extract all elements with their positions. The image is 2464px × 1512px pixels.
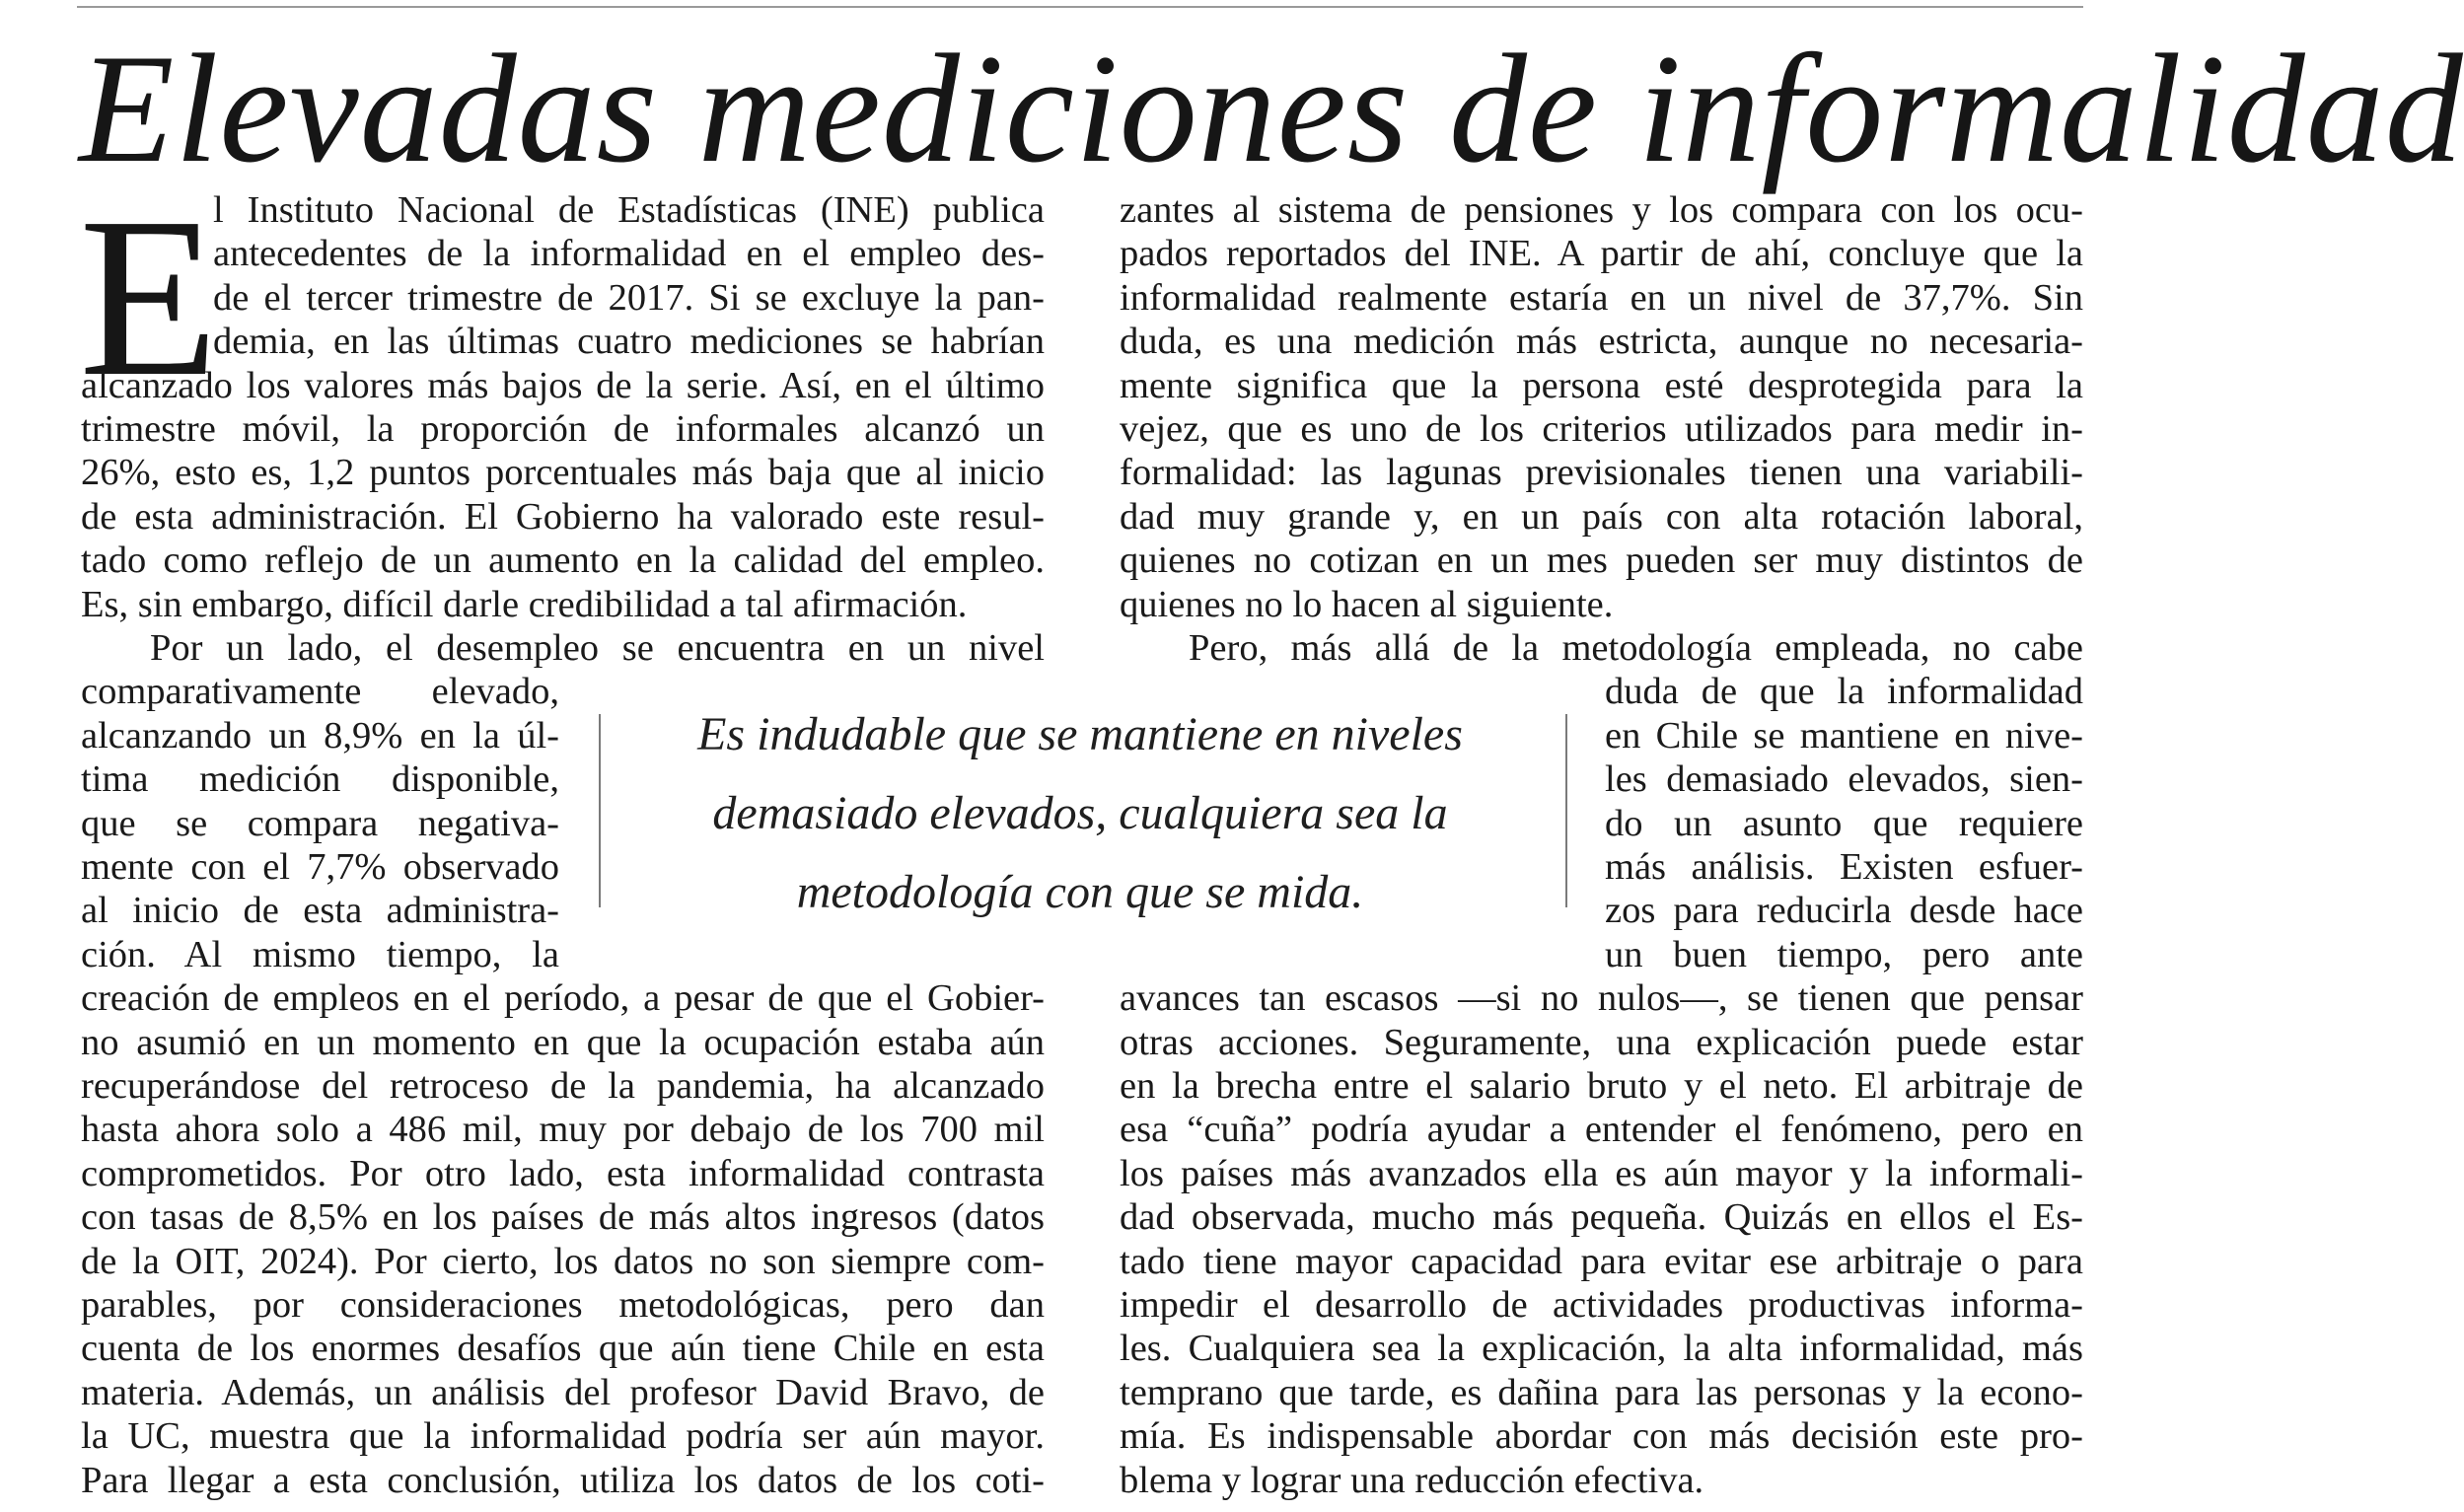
top-rule <box>77 6 2083 8</box>
text-line: en la brecha entre el salario bruto y el neto. El arbitraje de <box>1120 1065 2083 1107</box>
text-line: dad observada, mucho más pequeña. Quizás en ellos el Es- <box>1120 1196 2083 1239</box>
text-line: Es, sin embargo, difícil darle credibilidad a tal afirmación. <box>81 583 968 625</box>
text-line: de el tercer trimestre de 2017. Si se excluye la pan- <box>213 276 1045 319</box>
text-line: otras acciones. Seguramente, una explicación puede estar <box>1120 1021 2083 1063</box>
text-line: tima medición disponible, <box>81 758 559 801</box>
text-line: zantes al sistema de pensiones y los compara con los ocu- <box>1120 189 2083 231</box>
text-line: les. Cualquiera sea la explicación, la alta informalidad, más <box>1120 1328 2083 1370</box>
text-line: demia, en las últimas cuatro mediciones se habrían <box>213 321 1045 363</box>
text-line: pados reportados del INE. A partir de ahí, concluye que la <box>1120 233 2083 275</box>
text-line: trimestre móvil, la proporción de informales alcanzó un <box>81 408 1045 450</box>
text-line: la UC, muestra que la informalidad podría ser aún mayor. <box>81 1415 1045 1458</box>
text-line: l Instituto Nacional de Estadísticas (INE) publica <box>213 189 1045 231</box>
text-line: vejez, que es uno de los criterios utilizados para medir in- <box>1120 408 2083 450</box>
text-line: alcanzado los valores más bajos de la serie. Así, en el último <box>81 364 1045 406</box>
text-line: hasta ahora solo a 486 mil, muy por debajo de los 700 mil <box>81 1109 1045 1151</box>
text-line: comprometidos. Por otro lado, esta informalidad contrasta <box>81 1152 1045 1194</box>
text-line: al inicio de esta administra- <box>81 890 559 932</box>
text-line: blema y lograr una reducción efectiva. <box>1120 1459 1704 1501</box>
drop-cap: E <box>79 171 219 424</box>
pull-quote-line: Es indudable que se mantiene en niveles <box>697 708 1463 760</box>
text-line: formalidad: las lagunas previsionales tienen una variabili- <box>1120 452 2083 494</box>
text-line: parables, por consideraciones metodológicas, pero dan <box>81 1284 1045 1326</box>
text-line: mente significa que la persona esté desprotegida para la <box>1120 364 2083 406</box>
text-line: ción. Al mismo tiempo, la <box>81 933 559 975</box>
text-line: recuperándose del retroceso de la pandemia, ha alcanzado <box>81 1065 1045 1107</box>
text-line: esa “cuña” podría ayudar a entender el fenómeno, pero en <box>1120 1109 2083 1151</box>
text-line: Para llegar a esta conclusión, utiliza los datos de los coti- <box>81 1459 1045 1501</box>
text-line: duda de que la informalidad <box>1605 671 2083 713</box>
text-line: comparativamente elevado, <box>81 671 559 713</box>
text-line: más análisis. Existen esfuer- <box>1605 846 2083 888</box>
text-line: con tasas de 8,5% en los países de más altos ingresos (datos <box>81 1196 1045 1239</box>
pull-quote-line: demasiado elevados, cualquiera sea la <box>712 787 1448 839</box>
text-line: quienes no lo hacen al siguiente. <box>1120 583 1614 625</box>
text-line: 26%, esto es, 1,2 puntos porcentuales más baja que al inicio <box>81 452 1045 494</box>
text-line: que se compara negativa- <box>81 802 559 844</box>
headline: Elevadas mediciones de informalidad <box>79 23 2464 195</box>
text-line: Por un lado, el desempleo se encuentra en un nivel <box>150 627 1045 669</box>
text-line: materia. Además, un análisis del profesor David Bravo, de <box>81 1371 1045 1413</box>
text-line: do un asunto que requiere <box>1605 802 2083 844</box>
text-line: informalidad realmente estaría en un nivel de 37,7%. Sin <box>1120 276 2083 319</box>
text-line: un buen tiempo, pero ante <box>1605 933 2083 975</box>
text-line: quienes no cotizan en un mes pueden ser muy distintos de <box>1120 540 2083 582</box>
text-line: alcanzando un 8,9% en la úl- <box>81 714 559 756</box>
text-line: los países más avanzados ella es aún mayor y la informali- <box>1120 1152 2083 1194</box>
quote-rule-right <box>1565 714 1567 907</box>
text-line: de esta administración. El Gobierno ha valorado este resul- <box>81 495 1045 538</box>
text-line: duda, es una medición más estricta, aunque no necesaria- <box>1120 321 2083 363</box>
pull-quote-line: metodología con que se mida. <box>796 866 1364 918</box>
text-line: zos para reducirla desde hace <box>1605 890 2083 932</box>
text-line: tado tiene mayor capacidad para evitar ese arbitraje o para <box>1120 1240 2083 1282</box>
text-line: no asumió en un momento en que la ocupación estaba aún <box>81 1021 1045 1063</box>
text-line: impedir el desarrollo de actividades productivas informa- <box>1120 1284 2083 1326</box>
text-line: creación de empleos en el período, a pesar de que el Gobier- <box>81 977 1045 1020</box>
text-line: dad muy grande y, en un país con alta rotación laboral, <box>1120 495 2083 538</box>
text-line: cuenta de los enormes desafíos que aún tiene Chile en esta <box>81 1328 1045 1370</box>
text-line: Pero, más allá de la metodología empleada, no cabe <box>1189 627 2083 669</box>
text-line: les demasiado elevados, sien- <box>1605 758 2083 801</box>
text-line: mente con el 7,7% observado <box>81 846 559 888</box>
text-line: en Chile se mantiene en nive- <box>1605 714 2083 756</box>
text-line: antecedentes de la informalidad en el empleo des- <box>213 233 1045 275</box>
text-line: mía. Es indispensable abordar con más decisión este pro- <box>1120 1415 2083 1458</box>
quote-rule-left <box>599 714 601 907</box>
text-line: avances tan escasos —si no nulos—, se tienen que pensar <box>1120 977 2083 1020</box>
text-line: tado como reflejo de un aumento en la calidad del empleo. <box>81 540 1045 582</box>
text-line: temprano que tarde, es dañina para las personas y la econo- <box>1120 1371 2083 1413</box>
text-line: de la OIT, 2024). Por cierto, los datos no son siempre com- <box>81 1240 1045 1282</box>
